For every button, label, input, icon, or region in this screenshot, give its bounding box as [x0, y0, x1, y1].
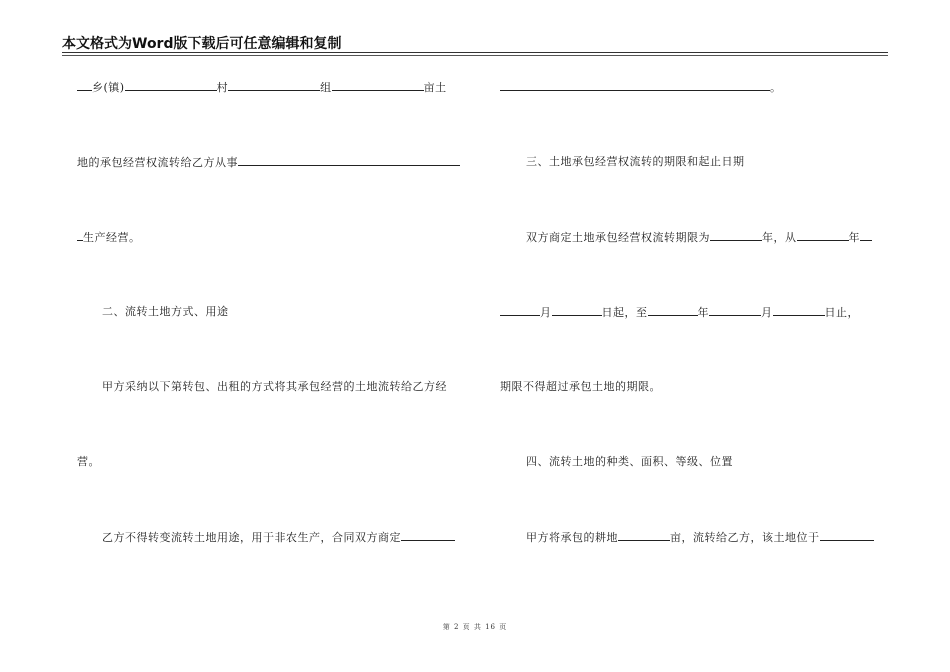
from-text: 年，从 [762, 231, 797, 244]
term-text: 双方商定土地承包经营权流转期限为 [526, 231, 710, 244]
farmland-text: 甲方将承包的耕地 [526, 531, 618, 544]
year-text: 年 [848, 231, 860, 244]
left-line-1 [77, 80, 447, 95]
period-mark: 。 [770, 81, 782, 94]
left-line-3 [77, 230, 141, 245]
month-label: 月 [540, 306, 552, 319]
township-label: 乡(镇) [92, 81, 125, 94]
right-line-7 [526, 530, 874, 545]
end-day-label: 日止， [824, 306, 859, 319]
header-rule-thick [62, 52, 888, 53]
start-day-label: 日起，至 [601, 306, 648, 319]
end-year-label: 年 [697, 306, 709, 319]
right-line-5: 期限不得超过承包土地的期限。 [500, 380, 661, 393]
right-line-4 [500, 305, 859, 320]
page-number: 第 2 页 共 16 页 [442, 623, 508, 631]
left-line-6: 营。 [77, 455, 100, 468]
document-header-title: 本文格式为Word版下载后可任意编辑和复制 [62, 36, 342, 52]
transfer-text: 地的承包经营权流转给乙方从事 [77, 156, 238, 169]
right-line-1 [500, 80, 782, 95]
right-line-3 [526, 230, 872, 245]
header-rule-thin [62, 55, 888, 56]
left-line-5: 甲方采纳以下第转包、出租的方式将其承包经营的土地流转给乙方经 [102, 380, 447, 393]
group-label: 组 [320, 81, 332, 94]
end-month-label: 月 [761, 306, 773, 319]
section-heading-2: 二、流转土地方式、用途 [102, 305, 229, 318]
location-text: 亩，流转给乙方，该土地位于 [670, 531, 820, 544]
section-heading-3: 三、土地承包经营权流转的期限和起止日期 [526, 155, 745, 168]
left-line-7 [102, 530, 455, 545]
mu-label: 亩土 [423, 81, 447, 94]
village-label: 村 [216, 81, 229, 94]
left-line-2 [77, 155, 460, 170]
section-heading-4: 四、流转土地的种类、面积、等级、位置 [526, 455, 733, 468]
usage-text: 乙方不得转变流转土地用途，用于非农生产，合同双方商定 [102, 531, 401, 544]
production-text: 生产经营。 [83, 231, 141, 244]
